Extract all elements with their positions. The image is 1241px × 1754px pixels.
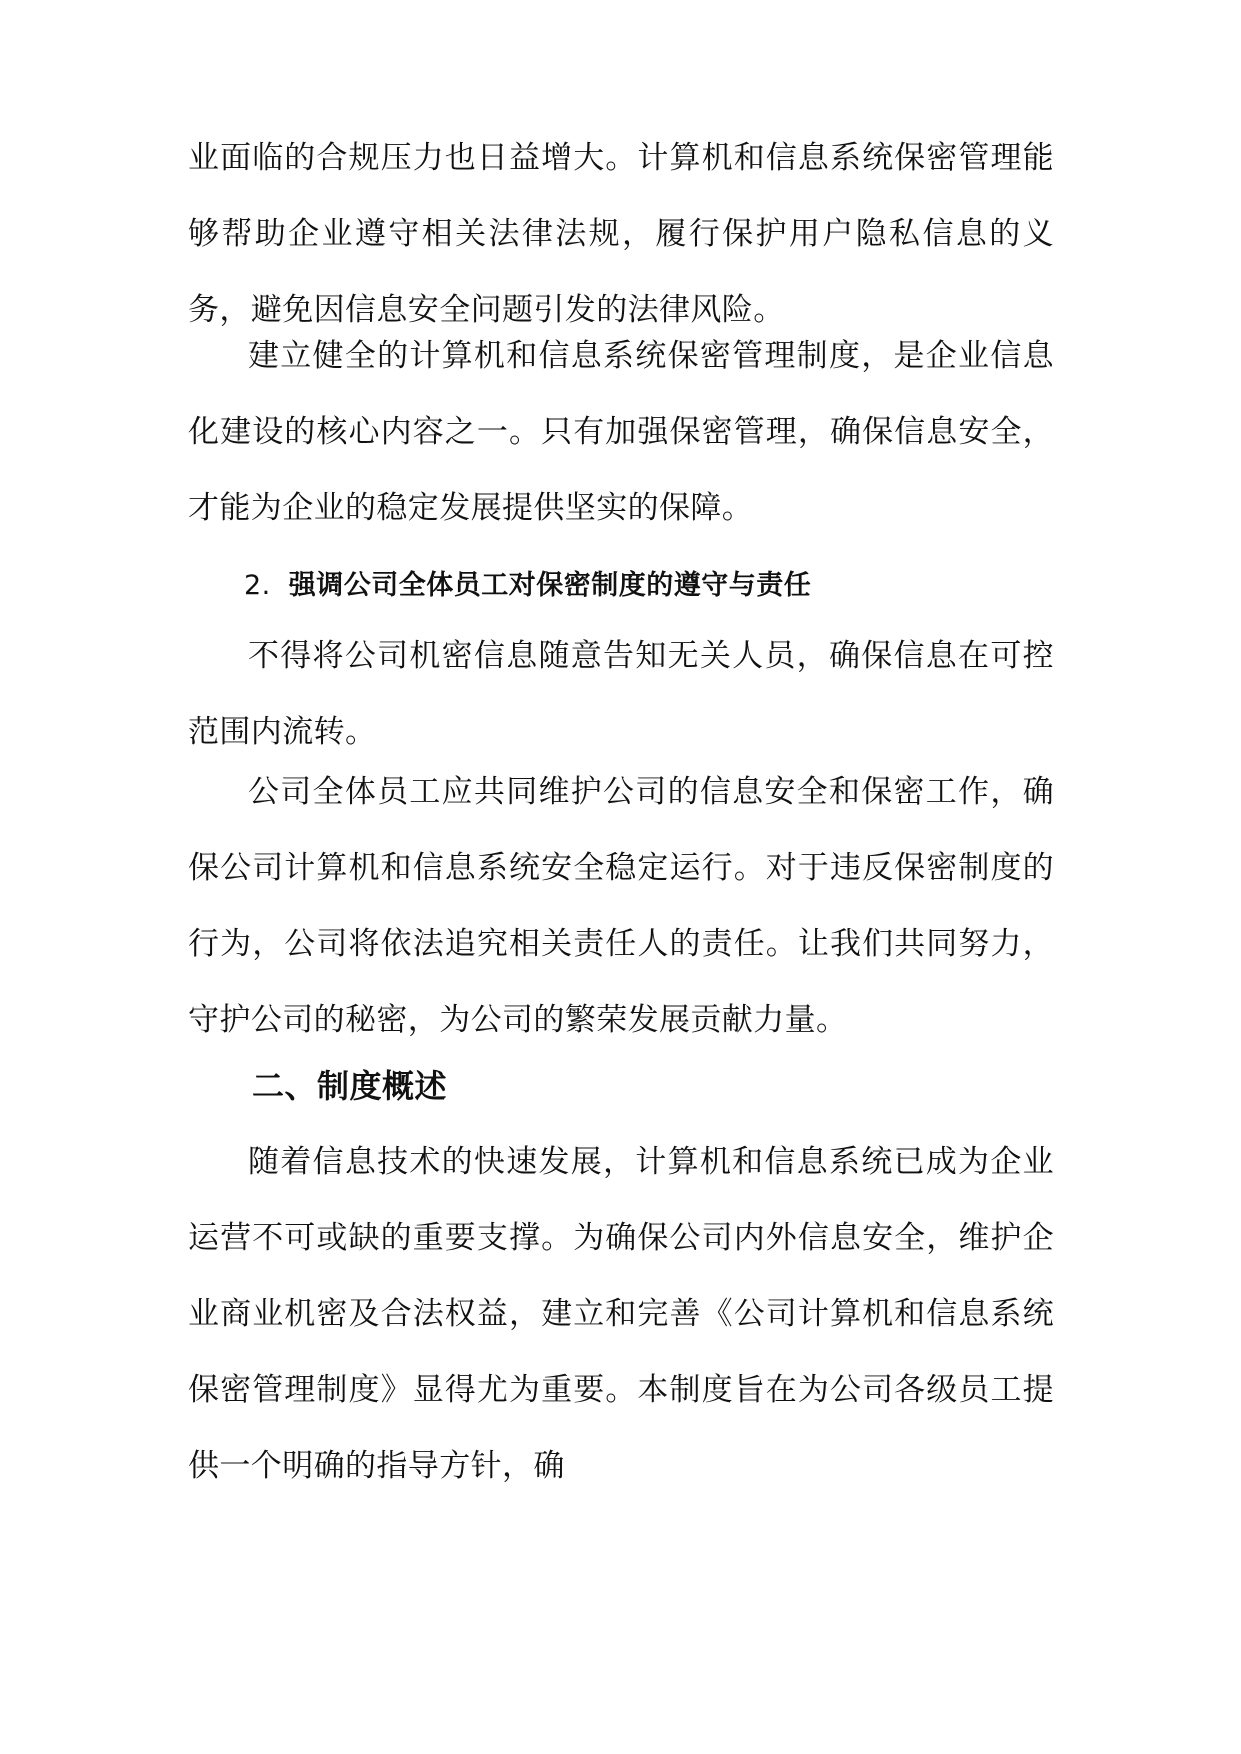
sub-heading-title: 强调公司全体员工对保密制度的遵守与责任 [288, 570, 812, 601]
paragraph-compliance: 业面临的合规压力也日益增大。计算机和信息系统保密管理能够帮助企业遵守相关法律法规，履行保护用户隐私信息的义务，避免因信息安全问题引发的法律风险。 [188, 140, 1054, 328]
sub-heading-2 [244, 566, 811, 606]
sub-heading-number: 2. [244, 570, 271, 601]
document-page [188, 0, 1054, 1754]
paragraph-management-system: 建立健全的计算机和信息系统保密管理制度，是企业信息化建设的核心内容之一。只有加强保密管理，确保信息安全，才能为企业的稳定发展提供坚实的保障。 [188, 338, 1054, 526]
section-heading-overview: 二、制度概述 [252, 1067, 448, 1105]
paragraph-overview: 随着信息技术的快速发展，计算机和信息系统已成为企业运营不可或缺的重要支撑。为确保公司内外信息安全，维护企业商业机密及合法权益，建立和完善《公司计算机和信息系统保密管理制度》显得尤为重要。本制度旨在为公司各级员工提供一个明确的指导方针，确 [188, 1144, 1054, 1484]
paragraph-confidentiality-rule: 不得将公司机密信息随意告知无关人员，确保信息在可控范围内流转。 [188, 638, 1054, 750]
paragraph-employee-responsibility: 公司全体员工应共同维护公司的信息安全和保密工作，确保公司计算机和信息系统安全稳定运行。对于违反保密制度的行为，公司将依法追究相关责任人的责任。让我们共同努力，守护公司的秘密，为公司的繁荣发展贡献力量。 [188, 774, 1054, 1038]
